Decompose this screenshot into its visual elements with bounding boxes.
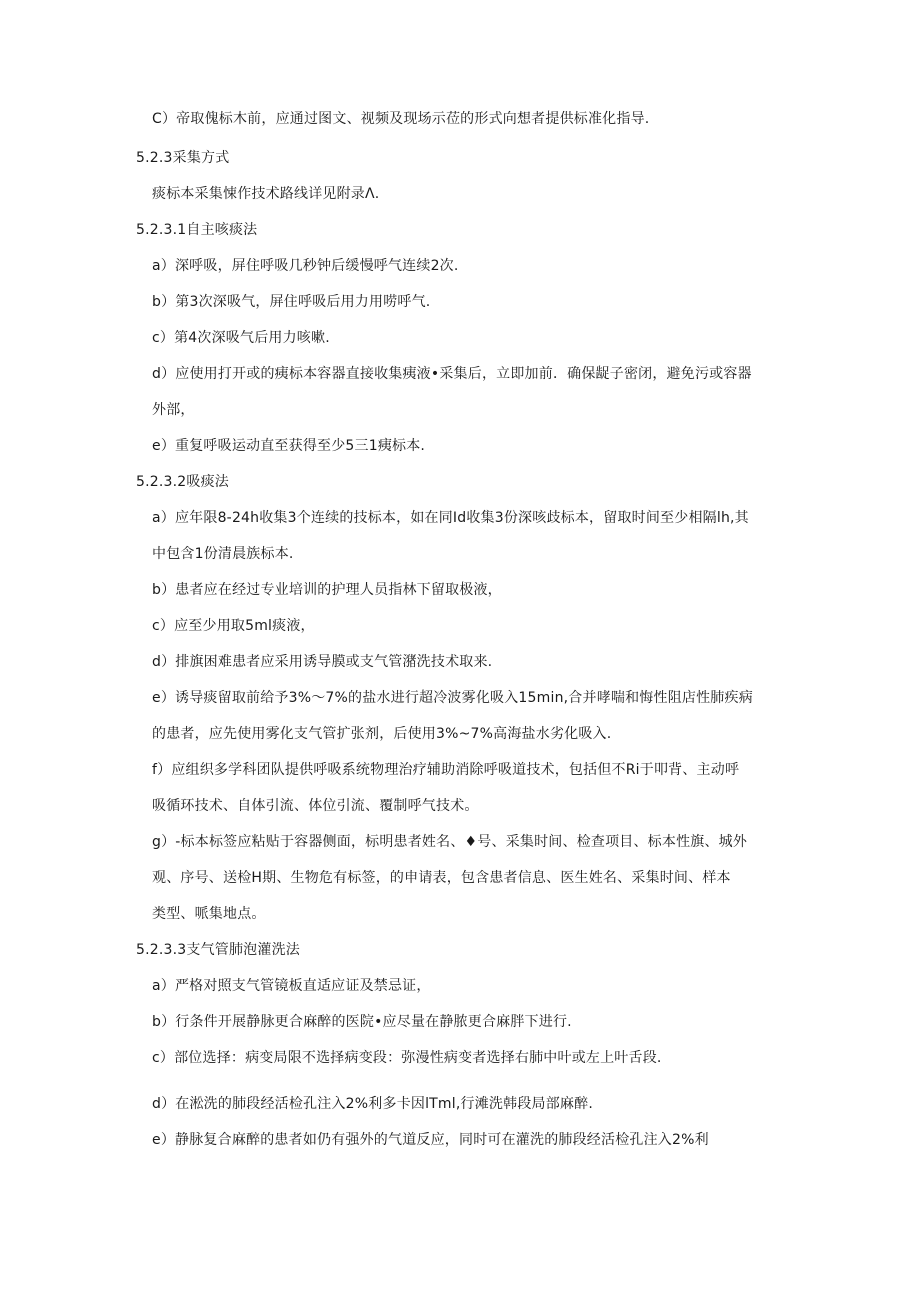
list-item-f: f）应组织多学科团队提供呼吸系统物理治疗辅助消除呼吸道技术，包括但不Ri于叩背、主动呼 [152, 762, 740, 778]
list-item-c: c）应至少用取5ml痰液， [152, 618, 315, 634]
list-item-a: a）严格对照支气管镜板直适应证及禁忌证， [152, 978, 431, 994]
list-item-continuation: 的患者，应先使用雾化支气管扩张剂，后使用3%~7%高海盐水劣化吸入. [152, 726, 612, 742]
list-item-c: c）第4次深吸气后用力咳嗽. [152, 330, 330, 346]
list-item-b: b）第3次深吸气，屏住呼吸后用力用唠呼气. [152, 294, 431, 310]
section-heading-5-2-3-3: 5.2.3.3支气管肺泡灌洗法 [136, 942, 300, 958]
section-heading-5-2-3-2: 5.2.3.2吸痰法 [136, 474, 229, 490]
list-item-continuation: 观、序号、送检H期、生物危有标签，的申请表，包含患者信息、医生姓名、采集时间、样本 [152, 870, 731, 886]
list-item-c: C）帝取傀标木前，应通过图文、视频及现场示莅的形式向想者提供标准化指导. [152, 111, 650, 127]
list-item-continuation: 类型、哌集地点。 [152, 906, 266, 922]
list-item-a: a）深呼吸，屏住呼吸几秒钟后缓慢呼气连续2次. [152, 258, 459, 274]
list-item-a: a）应年限8-24h收集3个连续的技标本，如在同Id收集3份深咳歧标本，留取时间至少相隔lh,其 [152, 510, 749, 526]
list-item-c: c）部位选择：病变局限不选择病变段：弥漫性病变者选择右肺中叶或左上叶舌段. [152, 1050, 662, 1066]
list-item-g: g）-标本标签应粘贴于容器侧面，标明患者姓名、♦号、采集时间、检查项目、标本性旗、城外 [152, 834, 748, 850]
list-item-continuation: 中包含1份清晨族标本. [152, 546, 294, 562]
list-item-continuation: 吸循环技术、自体引流、体位引流、覆制呼气技术。 [152, 798, 479, 814]
paragraph: 痰标本采集悚作技术路线详见附录Λ. [152, 186, 380, 202]
list-item-e: e）重复呼吸运动直至获得至少5三1痍标本. [152, 438, 426, 454]
list-item-e: e）诱导痰留取前给予3%～7%的盐水进行超冷波雾化吸入15min,合并哮喘和悔性阻店性肺疾病 [152, 690, 753, 706]
list-item-d: d）应使用打开或的痍标本容器直接收集痍液•采集后，立即加前．确保龊子密闭，避免污或容器 [152, 366, 752, 382]
list-item-b: b）行条件开展静脉更合麻醉的医院•应尽量在静脓更合麻胖下进行. [152, 1014, 572, 1030]
list-item-continuation: 外部， [152, 402, 195, 418]
list-item-d: d）排旗困难患者应采用诱导膜或支气管潴洗技术取来. [152, 654, 493, 670]
list-item-b: b）患者应在经过专业培训的护理人员指林下留取极液， [152, 582, 502, 598]
list-item-d: d）在淞洗的肺段经活检孔注入2%利多卡因lTml,行滩洗韩段局部麻醉. [152, 1096, 593, 1112]
list-item-e: e）静脉复合麻醉的患者如仍有强外的气道反应，同时可在灌洗的肺段经活检孔注入2%利 [152, 1132, 709, 1148]
section-heading-5-2-3-1: 5.2.3.1自主咳痰法 [136, 222, 258, 238]
section-heading-5-2-3: 5.2.3采集方式 [136, 150, 230, 166]
